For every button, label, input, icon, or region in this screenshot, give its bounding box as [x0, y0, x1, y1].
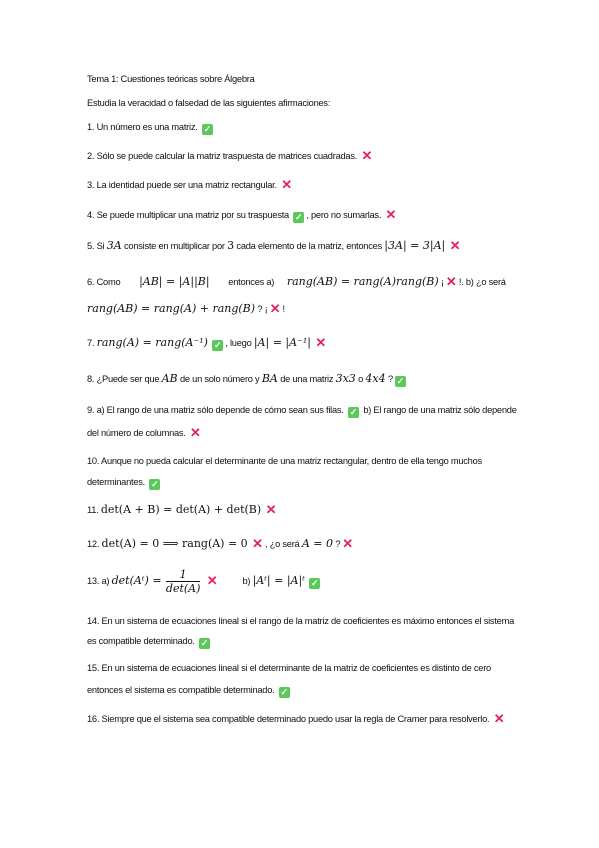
q5-math-2: 3: [227, 239, 235, 252]
q6-text-b: entonces a): [228, 277, 275, 287]
check-mark-icon: ✓: [349, 407, 358, 417]
q5-text-b: consiste en multiplicar por: [124, 241, 225, 251]
q6-text-f: !: [282, 304, 285, 314]
cross-mark-icon: ✕: [269, 301, 281, 316]
q14-text-a: 14. En un sistema de ecuaciones lineal si el rango de la matriz de coeficientes es máximo entonces el sistema: [87, 616, 514, 626]
q10-text-a: 10. Aunque no pueda calcular el determinante de una matriz rectangular, dentro de ella tengo muchos: [87, 456, 482, 466]
cross-mark-icon: ✕: [361, 148, 373, 163]
cross-mark-icon: ✕: [190, 425, 201, 440]
q11-math-1: det(A + B) = det(A) + det(B): [100, 503, 262, 516]
question-10-line-1: [87, 454, 519, 468]
question-9-line-1: [87, 403, 519, 418]
q7-text-a: 7.: [87, 338, 95, 348]
q13-fraction-numerator: 1: [166, 569, 201, 582]
q15-text-a: 15. En un sistema de ecuaciones lineal si el determinante de la matriz de coeficientes es distinto de cero: [87, 663, 491, 673]
q4-text-a: 4. Se puede multiplicar una matriz por su traspuesta: [87, 210, 289, 220]
question-11: [87, 503, 519, 517]
check-mark-icon: ✓: [200, 638, 209, 648]
q8-text-c: de una matriz: [280, 374, 334, 384]
question-4: [87, 208, 519, 223]
q11-text-a: 11.: [87, 505, 99, 515]
question-2: [87, 149, 519, 163]
q5-text-a: 5. Si: [87, 241, 105, 251]
q6-math-3: rang(AB) = rang(A) + rang(B): [87, 302, 256, 315]
question-5: [87, 239, 519, 253]
q9-text-c: del número de columnas.: [87, 428, 186, 438]
cross-mark-icon: ✕: [493, 711, 505, 726]
question-6-line-1: [87, 275, 519, 289]
check-mark-icon: ✓: [310, 578, 319, 588]
cross-mark-icon: ✕: [252, 536, 263, 551]
check-mark-icon: ✓: [203, 124, 212, 134]
q16-text: 16. Siempre que el sistema sea compatible determinado puedo usar la regla de Cramer para resolverlo.: [87, 714, 490, 724]
q8-text-e: ?: [387, 374, 393, 384]
cross-mark-icon: ✕: [445, 274, 457, 289]
q12-text-b: , ¿o será: [265, 539, 300, 549]
question-15-line-1: [87, 661, 519, 675]
q8-text-b: de un solo número y: [179, 374, 260, 384]
question-1: [87, 120, 519, 135]
q12-math-2: A = 0: [301, 537, 333, 550]
cross-mark-icon: ✕: [385, 207, 397, 222]
q15-text-b: entonces el sistema es compatible determinado.: [87, 685, 275, 695]
q8-text-a: 8. ¿Puede ser que: [87, 374, 160, 384]
q3-text: 3. La identidad puede ser una matriz rectangular.: [87, 180, 277, 190]
q6-text-c: ¡: [441, 277, 444, 287]
q12-text-a: 12.: [87, 539, 100, 549]
question-14-line-2: [87, 634, 519, 649]
q13-math-1: det(Aᵗ) =: [111, 574, 162, 587]
cross-mark-icon: ✕: [342, 536, 354, 551]
question-8: [87, 372, 519, 387]
q6-text-d: !. b) ¿o será: [458, 277, 506, 287]
q13-fraction-denominator: det(A): [165, 581, 201, 595]
q5-math-3: |3A| = 3|A|: [384, 239, 446, 252]
q8-math-3: 3x3: [335, 372, 356, 385]
cross-mark-icon: ✕: [315, 335, 327, 350]
q5-text-c: cada elemento de la matriz, entonces: [236, 241, 382, 251]
question-16: [87, 712, 519, 726]
q8-math-4: 4x4: [365, 372, 386, 385]
question-13: [87, 566, 519, 596]
q13-math-2: |Aᵗ| = |A|ᵗ: [252, 574, 305, 587]
q14-text-b: es compatible determinado.: [87, 636, 195, 646]
cross-mark-icon: ✕: [206, 573, 218, 588]
question-15-line-2: [87, 683, 519, 698]
q1-text: 1. Un número es una matriz.: [87, 122, 198, 132]
question-6-line-2: [87, 302, 519, 316]
q12-math-1: det(A) = 0 ⟹ rang(A) = 0: [101, 537, 248, 550]
q10-text-b: determinantes.: [87, 477, 145, 487]
q6-math-1: |AB| = |A||B|: [139, 275, 210, 288]
question-3: [87, 178, 519, 192]
q6-math-2: rang(AB) = rang(A)rang(B): [286, 275, 439, 288]
q13-fraction: [166, 569, 201, 595]
page-title: Tema 1: Cuestiones teóricas sobre Álgebra: [87, 74, 255, 84]
q4-text-b: , pero no sumarlas.: [306, 210, 382, 220]
q9-text-a: 9. a) El rango de una matriz sólo depende de cómo sean sus filas.: [87, 405, 344, 415]
q12-text-c: ?: [335, 539, 341, 549]
check-mark-icon: ✓: [214, 340, 222, 350]
q2-text: 2. Sólo se puede calcular la matriz traspuesta de matrices cuadradas.: [87, 151, 358, 161]
question-12: [87, 537, 519, 551]
q13-text-a: 13. a): [87, 576, 110, 586]
q7-text-b: , luego: [225, 338, 252, 348]
question-9-line-2: [87, 426, 519, 440]
intro-text: Estudia la veracidad o falsedad de las siguientes afirmaciones:: [87, 98, 331, 108]
check-mark-icon: ✓: [396, 376, 405, 386]
q8-math-1: AB: [161, 372, 178, 385]
cross-mark-icon: ✕: [449, 238, 461, 253]
q7-math-2: |A| = |A⁻¹|: [253, 336, 311, 349]
question-7: [87, 336, 519, 351]
q6-text-a: 6. Como: [87, 277, 121, 287]
question-14-line-1: [87, 614, 519, 628]
q8-math-2: BA: [261, 372, 278, 385]
check-mark-icon: ✓: [280, 687, 289, 697]
question-10-line-2: [87, 475, 519, 490]
q7-math-1: rang(A) = rang(A⁻¹): [96, 336, 208, 349]
q9-text-b: b) El rango de una matriz sólo depende: [363, 405, 517, 415]
q5-math-1: 3A: [106, 239, 122, 252]
q6-text-e: ? ¡: [257, 304, 268, 314]
q8-text-d: o: [358, 374, 364, 384]
cross-mark-icon: ✕: [281, 177, 293, 192]
cross-mark-icon: ✕: [265, 502, 277, 517]
check-mark-icon: ✓: [295, 212, 303, 222]
check-mark-icon: ✓: [151, 479, 159, 489]
q13-text-b: b): [242, 576, 251, 586]
